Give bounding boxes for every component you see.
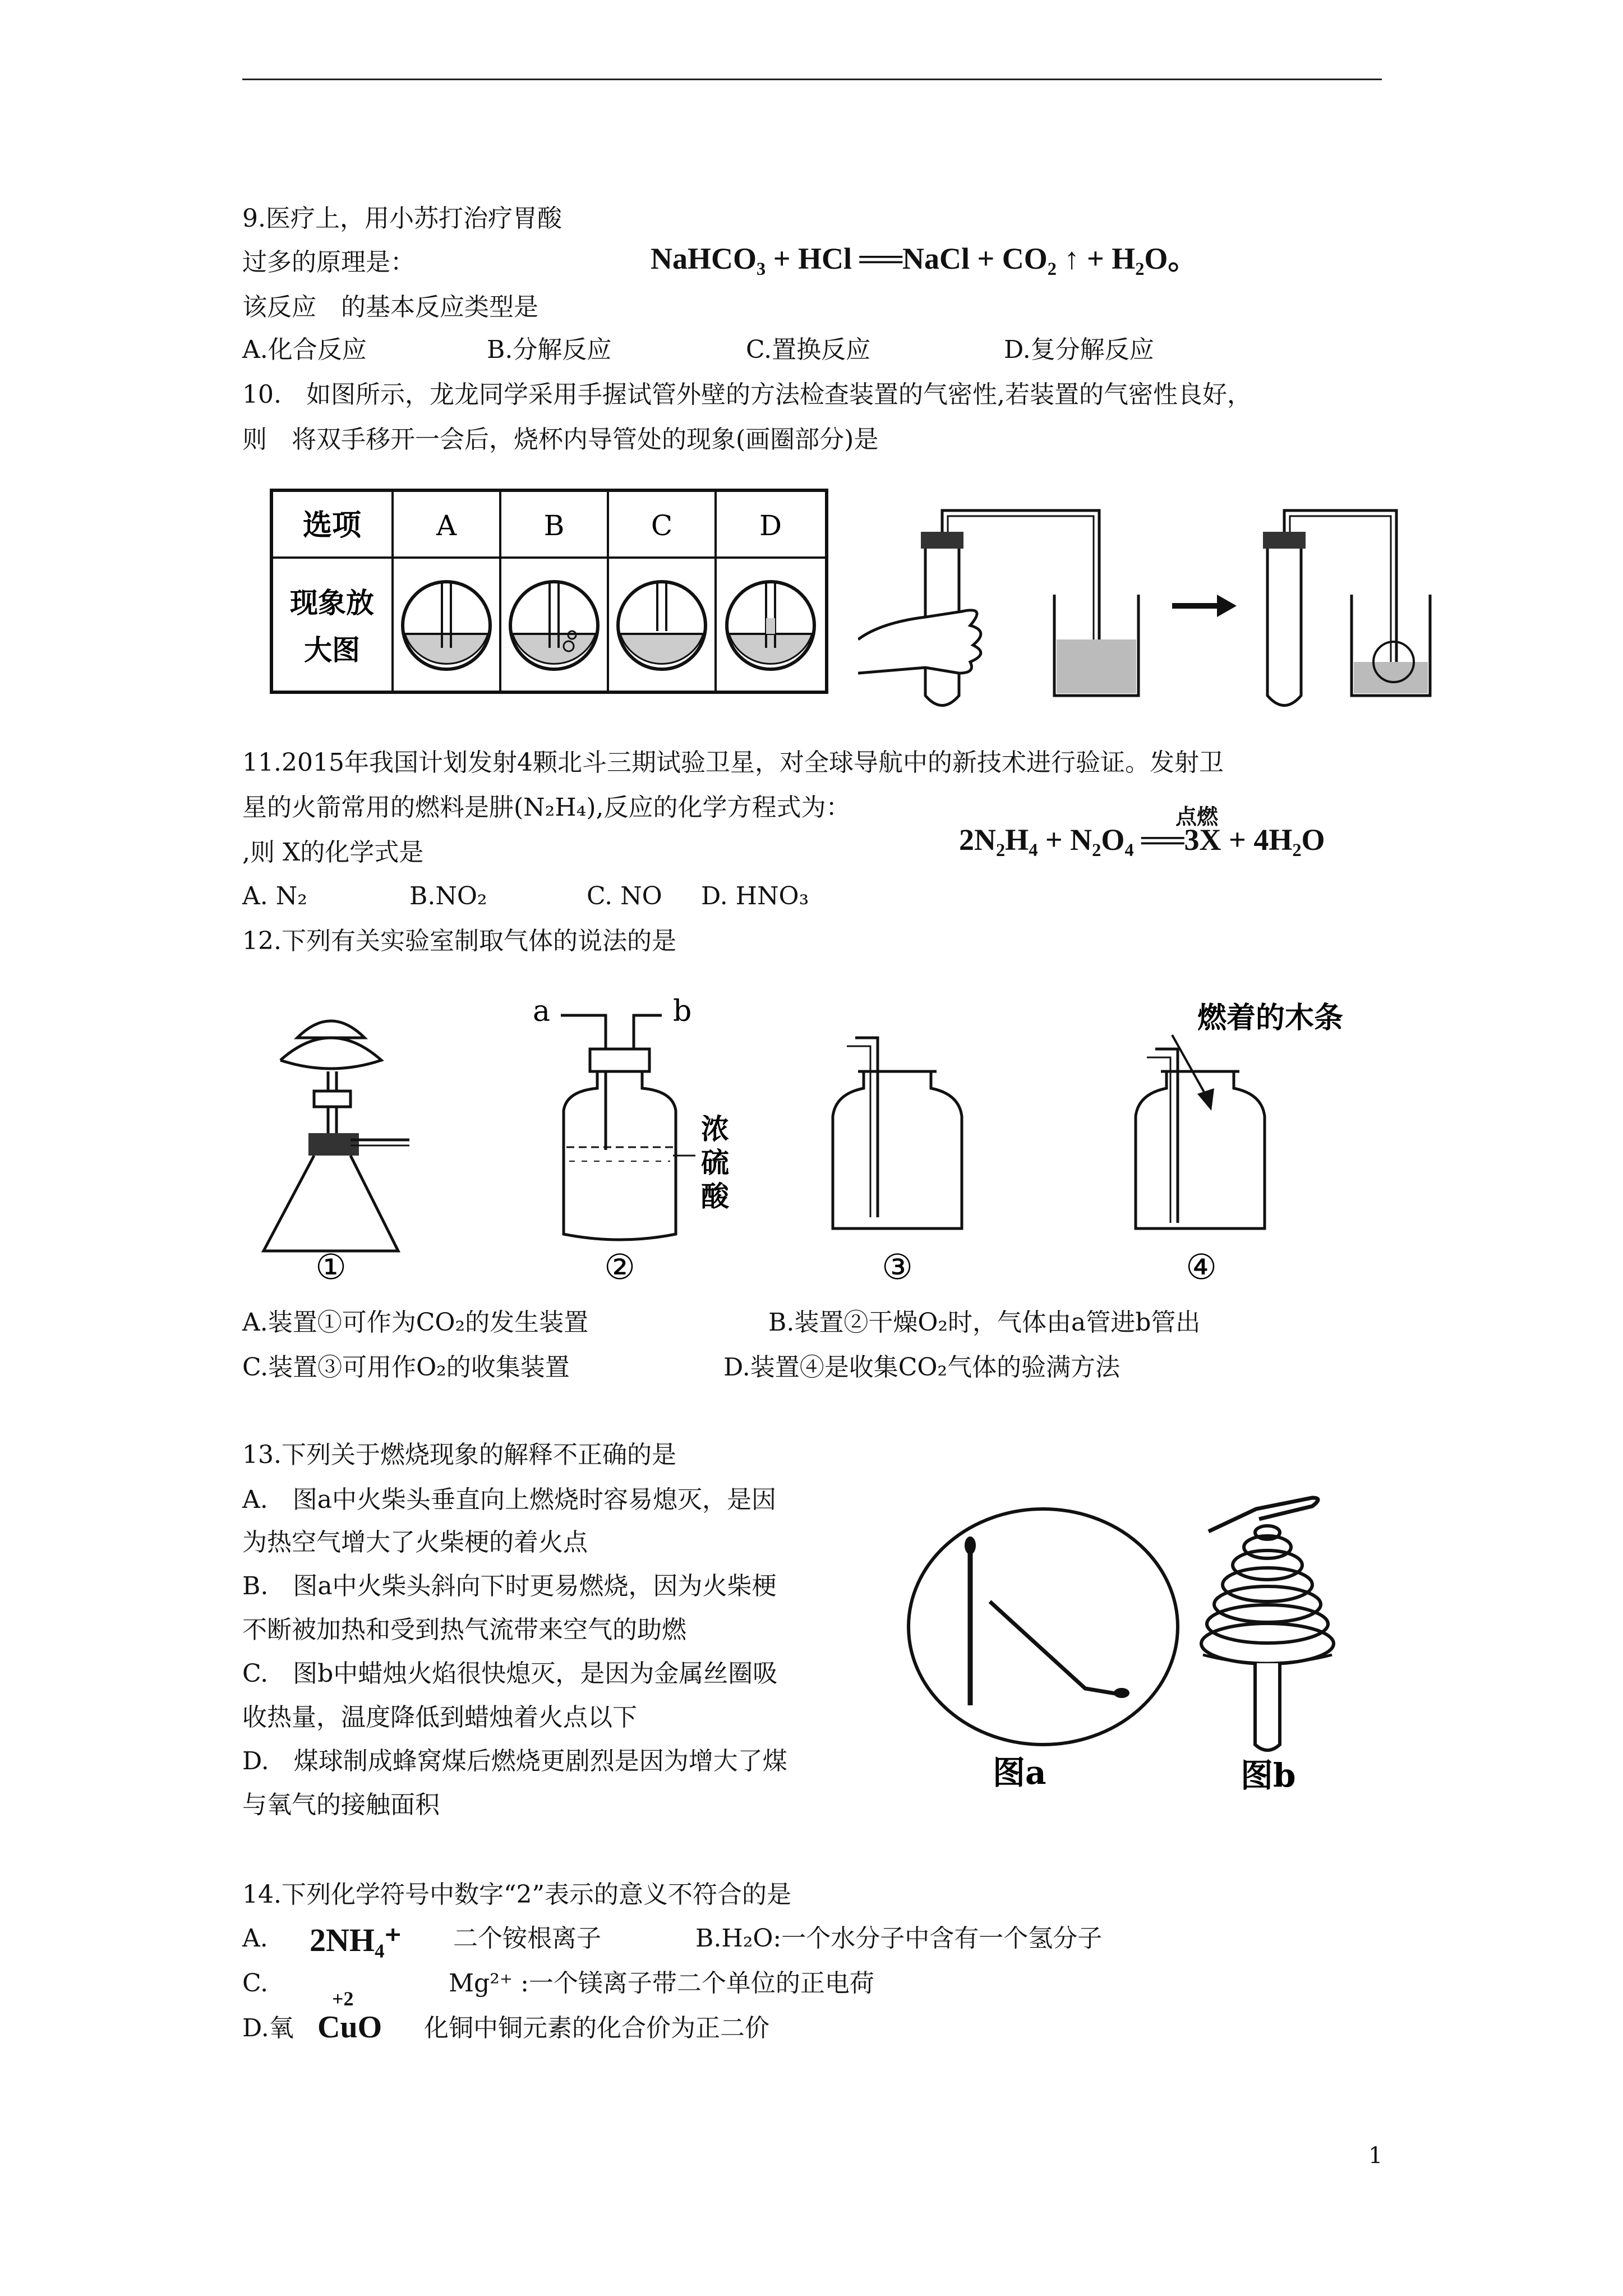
q10-row-label-1: 现象放 (290, 586, 374, 619)
q12-option-d: D.装置④是收集CO₂气体的验满方法 (723, 1353, 1121, 1382)
q10-circle-a (403, 582, 490, 669)
q10-circle-d (727, 582, 814, 669)
q12-option-c: C.装置③可用作O₂的收集装置 (242, 1353, 570, 1382)
q13-line-7: D. 煤球制成蜂窝煤后燃烧更剧烈是因为增大了煤 (242, 1747, 787, 1775)
q11-option-d: D. HNO₃ (701, 882, 809, 910)
q12-device-1 (264, 1021, 409, 1251)
q9-line1: 9.医疗上，用小苏打治疗胃酸 (242, 204, 562, 233)
q12-devices (247, 993, 1424, 1285)
q9-equation: NaHCO₃ + HCl ══NaCl + CO₂ ↑ + H₂O。 (651, 242, 1198, 275)
q14-stem: 14.下列化学符号中数字“2”表示的意义不符合的是 (242, 1880, 791, 1909)
q13-line-3: B. 图a中火柴头斜向下时更易燃烧，因为火柴梗 (242, 1572, 777, 1600)
q11-option-c: C. NO (587, 882, 662, 910)
q12-option-b: B.装置②干燥O₂时，气体由a管进b管出 (768, 1308, 1201, 1337)
q12-acid-2: 硫 (701, 1146, 729, 1179)
q13-fig-a-label: 图a (993, 1754, 1046, 1792)
q9-line2: 过多的原理是： (242, 248, 415, 277)
q11-option-a: A. N₂ (242, 882, 307, 910)
q9-option-b: B.分解反应 (487, 335, 612, 364)
q11-equation: 2N₂H₄ + N₂O₄ ══3X + 4H₂O (959, 823, 1325, 857)
q12-device-3 (833, 1038, 962, 1228)
q14-a-label: A. (242, 1924, 268, 1953)
q13-line-8: 与氧气的接触面积 (242, 1791, 440, 1819)
q10-row-label-2: 大图 (304, 633, 360, 666)
page-number: 1 (1368, 2143, 1383, 2169)
q14-c-label: C. (242, 1969, 269, 1998)
q13-figure-b (1201, 1498, 1334, 1795)
q10-col-d: D (759, 509, 782, 542)
q13-fig-b-label: 图b (1241, 1756, 1296, 1795)
q10-apparatus (858, 494, 1436, 718)
q9-option-d: D.复分解反应 (1004, 335, 1154, 364)
q10-line1: 10. 如图所示，龙龙同学采用手握试管外壁的方法检查装置的气密性,若装置的气密性良好， (242, 380, 1252, 409)
q14-c-text: Mg²⁺ :一个镁离子带二个单位的正电荷 (449, 1969, 874, 1998)
q9-line3: 该反应 的基本反应类型是 (242, 293, 538, 321)
q11-line1: 11.2015年我国计划发射4颗北斗三期试验卫星，对全球导航中的新技术进行验证。发射卫 (242, 748, 1224, 777)
q12-stem: 12.下列有关实验室制取气体的说法的是 (242, 927, 676, 955)
q11-option-b: B.NO₂ (409, 882, 487, 910)
q12-device-label-1: ① (315, 1246, 347, 1285)
q12-device-label-4: ④ (1186, 1246, 1217, 1285)
q10-circle-c (618, 582, 706, 669)
q10-table (269, 488, 830, 701)
q12-device-label-2: ② (604, 1246, 635, 1285)
q11-line2: 星的火箭常用的燃料是肼(N₂H₄),反应的化学方程式为： (242, 793, 851, 822)
q9-option-a: A.化合反应 (242, 335, 367, 364)
q10-col-c: C (651, 509, 673, 542)
q12-device-label-3: ③ (882, 1246, 913, 1285)
q12-label-a: a (533, 995, 551, 1028)
header-rule (242, 79, 1382, 80)
q13-line-4: 不断被加热和受到热气流带来空气的助燃 (242, 1616, 686, 1644)
q14-a-symbol: 2NH₄⁺ (310, 1922, 402, 1958)
q13-line-6: 收热量，温度降低到蜡烛着火点以下 (242, 1703, 637, 1732)
q14-a-text: 二个铵根离子 (453, 1924, 601, 1953)
q10-col-b: B (543, 509, 565, 542)
q14-b-text: B.H₂O:一个水分子中含有一个氢分子 (695, 1924, 1103, 1953)
q13-line-2: 为热空气增大了火柴梗的着火点 (242, 1528, 588, 1557)
q13-figure-a (909, 1509, 1178, 1792)
q14-d-valence: +2 (332, 1987, 354, 2010)
q12-device-4 (1136, 1001, 1343, 1228)
q10-col-a: A (436, 509, 457, 542)
q12-label-b: b (673, 995, 692, 1028)
q13-line-5: C. 图b中蜡烛火焰很快熄灭，是因为金属丝圈吸 (242, 1659, 778, 1688)
q14-d-text: 化铜中铜元素的化合价为正二价 (424, 2014, 769, 2042)
q10-table-header: 选项 (302, 508, 362, 542)
q12-label-stick: 燃着的木条 (1197, 1001, 1344, 1035)
q12-acid-3: 酸 (701, 1180, 729, 1213)
q11-line3: ,则 X的化学式是 (242, 838, 424, 867)
q14-d-formula: CuO (317, 2010, 382, 2045)
q13-stem: 13.下列关于燃烧现象的解释不正确的是 (242, 1441, 676, 1469)
q10-circle-b (510, 582, 598, 669)
q12-device-2 (533, 995, 730, 1240)
q9-option-c: C.置换反应 (746, 335, 871, 364)
q12-acid-1: 浓 (701, 1112, 729, 1145)
q12-option-a: A.装置①可作为CO₂的发生装置 (242, 1308, 589, 1337)
q13-figures (897, 1475, 1402, 1834)
q14-d-label: D.氧 (242, 2014, 294, 2042)
q10-line2: 则 将双手移开一会后，烧杯内导管处的现象(画圈部分)是 (242, 425, 879, 454)
q11-condition: 点燃 (1175, 804, 1219, 829)
q13-line-1: A. 图a中火柴头垂直向上燃烧时容易熄灭，是因 (242, 1485, 776, 1514)
